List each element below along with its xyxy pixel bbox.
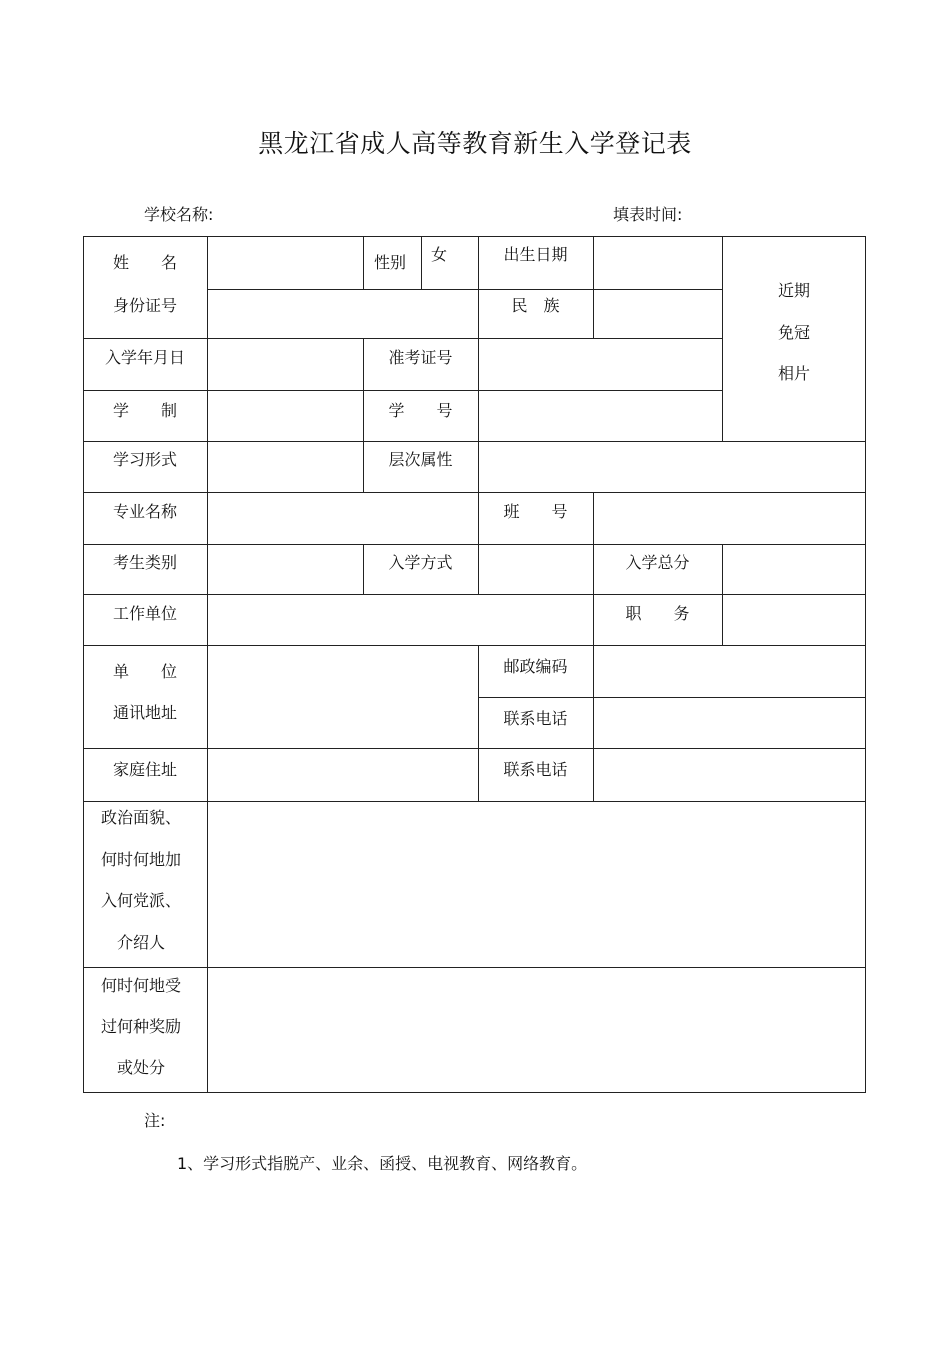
name-label: 姓 名 xyxy=(112,253,177,272)
employer-label: 工作单位 xyxy=(112,604,177,623)
note-label: 注: xyxy=(144,1111,166,1130)
awards-label-1: 何时何地受 xyxy=(100,976,181,995)
gender-label: 性别 xyxy=(374,253,407,272)
political-label-1: 政治面貌、 xyxy=(100,808,181,827)
birthdate-label: 出生日期 xyxy=(503,245,568,264)
admission-method-label: 入学方式 xyxy=(388,553,453,572)
exam-ticket-label: 准考证号 xyxy=(388,348,453,367)
page-title: 黑龙江省成人高等教育新生入学登记表 xyxy=(258,129,692,158)
candidate-type-label: 考生类别 xyxy=(112,553,177,572)
gender-value: 女 xyxy=(431,245,448,264)
enroll-date-label: 入学年月日 xyxy=(104,348,185,367)
postal-code-label: 邮政编码 xyxy=(503,657,568,676)
phone2-label: 联系电话 xyxy=(503,760,568,779)
political-label-4: 介绍人 xyxy=(116,933,165,952)
photo-line-3: 相片 xyxy=(777,364,810,383)
photo-line-2: 免冠 xyxy=(777,323,810,342)
ethnicity-label: 民 族 xyxy=(511,296,560,315)
political-label-3: 入何党派、 xyxy=(100,891,181,910)
study-mode-label: 学习形式 xyxy=(112,450,177,469)
photo-line-1: 近期 xyxy=(777,281,810,300)
political-label-2: 何时何地加 xyxy=(100,850,181,869)
class-no-label: 班 号 xyxy=(503,502,568,521)
phone-label: 联系电话 xyxy=(503,709,568,728)
program-length-label: 学 制 xyxy=(112,401,177,420)
student-no-label: 学 号 xyxy=(388,401,453,420)
work-address-label-2: 通讯地址 xyxy=(112,703,177,722)
total-score-label: 入学总分 xyxy=(625,553,690,572)
fill-time-label: 填表时间: xyxy=(613,205,683,224)
position-label: 职 务 xyxy=(625,604,690,623)
awards-label-3: 或处分 xyxy=(116,1058,165,1077)
id-number-label: 身份证号 xyxy=(112,296,177,315)
note-item: 1、学习形式指脱产、业余、函授、电视教育、网络教育。 xyxy=(177,1154,588,1173)
awards-label-2: 过何种奖励 xyxy=(100,1017,181,1036)
major-label: 专业名称 xyxy=(112,502,177,521)
home-address-label: 家庭住址 xyxy=(112,760,177,779)
level-label: 层次属性 xyxy=(388,450,453,469)
school-name-label: 学校名称: xyxy=(144,205,214,224)
work-address-label-1: 单 位 xyxy=(112,662,177,681)
